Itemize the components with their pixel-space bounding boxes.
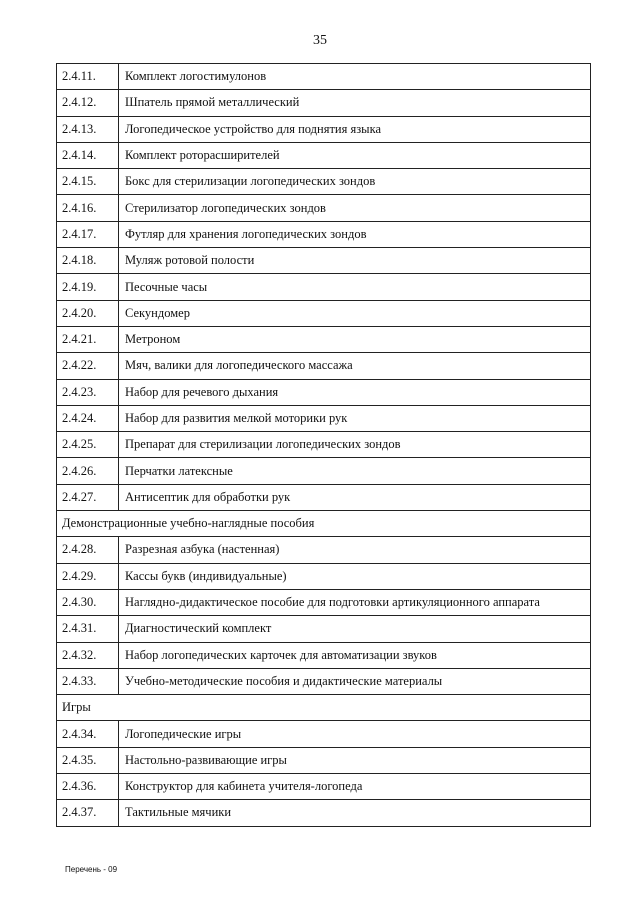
table-row xyxy=(57,668,591,694)
table-row xyxy=(57,800,591,826)
table-row xyxy=(57,405,591,431)
item-number: 2.4.36. xyxy=(57,774,119,800)
item-number: 2.4.14. xyxy=(57,142,119,168)
item-name: Мяч, валики для логопедического массажа xyxy=(119,353,591,379)
item-number: 2.4.25. xyxy=(57,432,119,458)
table-row xyxy=(57,537,591,563)
item-number: 2.4.12. xyxy=(57,90,119,116)
item-number: 2.4.33. xyxy=(57,668,119,694)
table-row xyxy=(57,116,591,142)
table-row xyxy=(57,326,591,352)
table-row xyxy=(57,379,591,405)
table-row xyxy=(57,353,591,379)
item-number: 2.4.32. xyxy=(57,642,119,668)
table-row xyxy=(57,300,591,326)
footer-label: Перечень - 09 xyxy=(65,865,118,874)
item-name: Кассы букв (индивидуальные) xyxy=(119,563,591,589)
section-header-row xyxy=(57,511,591,537)
item-number: 2.4.37. xyxy=(57,800,119,826)
table-row xyxy=(57,616,591,642)
table-row xyxy=(57,90,591,116)
table-row xyxy=(57,721,591,747)
item-name: Логопедическое устройство для поднятия языка xyxy=(119,116,591,142)
item-number: 2.4.34. xyxy=(57,721,119,747)
table-row xyxy=(57,142,591,168)
item-number: 2.4.30. xyxy=(57,589,119,615)
page-number: 35 xyxy=(313,33,327,48)
table-row xyxy=(57,195,591,221)
table-row xyxy=(57,484,591,510)
item-number: 2.4.35. xyxy=(57,747,119,773)
item-name: Бокс для стерилизации логопедических зондов xyxy=(119,169,591,195)
item-name: Разрезная азбука (настенная) xyxy=(119,537,591,563)
item-name: Конструктор для кабинета учителя-логопеда xyxy=(119,774,591,800)
item-name: Футляр для хранения логопедических зондов xyxy=(119,221,591,247)
item-number: 2.4.27. xyxy=(57,484,119,510)
section-title: Игры xyxy=(57,695,591,721)
item-name: Стерилизатор логопедических зондов xyxy=(119,195,591,221)
item-number: 2.4.17. xyxy=(57,221,119,247)
item-number: 2.4.22. xyxy=(57,353,119,379)
item-name: Метроном xyxy=(119,326,591,352)
table-row xyxy=(57,642,591,668)
table-row xyxy=(57,563,591,589)
table-row xyxy=(57,64,591,90)
equipment-table-body xyxy=(57,64,591,827)
item-name: Диагностический комплект xyxy=(119,616,591,642)
item-name: Муляж ротовой полости xyxy=(119,248,591,274)
item-name: Набор логопедических карточек для автоматизации звуков xyxy=(119,642,591,668)
table-row xyxy=(57,747,591,773)
item-number: 2.4.21. xyxy=(57,326,119,352)
table-row xyxy=(57,169,591,195)
item-name: Секундомер xyxy=(119,300,591,326)
item-name: Перчатки латексные xyxy=(119,458,591,484)
item-number: 2.4.15. xyxy=(57,169,119,195)
item-number: 2.4.20. xyxy=(57,300,119,326)
item-number: 2.4.24. xyxy=(57,405,119,431)
item-number: 2.4.16. xyxy=(57,195,119,221)
item-number: 2.4.11. xyxy=(57,64,119,90)
item-number: 2.4.29. xyxy=(57,563,119,589)
item-name: Тактильные мячики xyxy=(119,800,591,826)
item-number: 2.4.23. xyxy=(57,379,119,405)
item-number: 2.4.19. xyxy=(57,274,119,300)
section-title: Демонстрационные учебно-наглядные пособия xyxy=(57,511,591,537)
item-number: 2.4.13. xyxy=(57,116,119,142)
item-name: Комплект роторасширителей xyxy=(119,142,591,168)
table-row xyxy=(57,221,591,247)
table-row xyxy=(57,458,591,484)
item-name: Наглядно-дидактическое пособие для подготовки артикуляционного аппарата xyxy=(119,589,591,615)
item-name: Шпатель прямой металлический xyxy=(119,90,591,116)
table-row xyxy=(57,274,591,300)
item-name: Комплект логостимулонов xyxy=(119,64,591,90)
table-row xyxy=(57,432,591,458)
item-number: 2.4.18. xyxy=(57,248,119,274)
item-number: 2.4.26. xyxy=(57,458,119,484)
item-name: Набор для речевого дыхания xyxy=(119,379,591,405)
item-name: Песочные часы xyxy=(119,274,591,300)
table-row xyxy=(57,589,591,615)
item-name: Набор для развития мелкой моторики рук xyxy=(119,405,591,431)
item-number: 2.4.28. xyxy=(57,537,119,563)
table-row xyxy=(57,774,591,800)
item-number: 2.4.31. xyxy=(57,616,119,642)
section-header-row xyxy=(57,695,591,721)
item-name: Препарат для стерилизации логопедических зондов xyxy=(119,432,591,458)
item-name: Логопедические игры xyxy=(119,721,591,747)
item-name: Антисептик для обработки рук xyxy=(119,484,591,510)
equipment-table xyxy=(56,63,591,827)
table-row xyxy=(57,248,591,274)
item-name: Настольно-развивающие игры xyxy=(119,747,591,773)
item-name: Учебно-методические пособия и дидактические материалы xyxy=(119,668,591,694)
